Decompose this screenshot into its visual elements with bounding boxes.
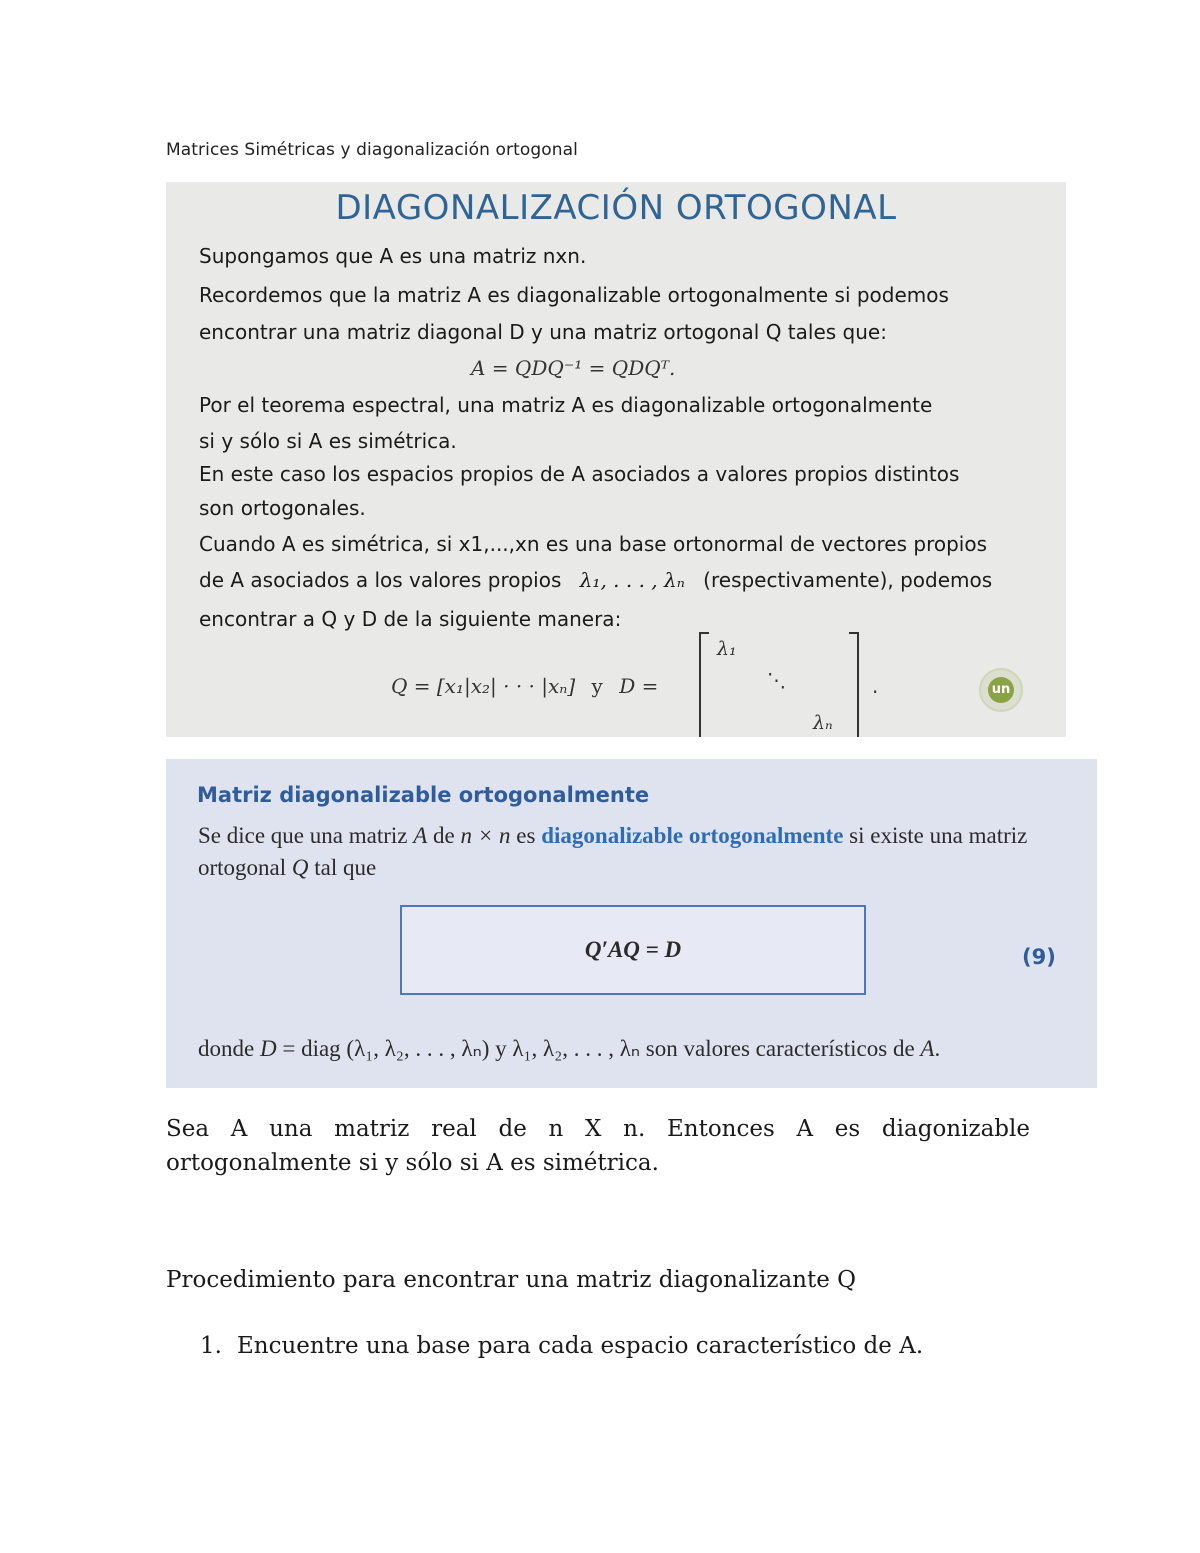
slide2-footer	[198, 1036, 940, 1062]
slide1-line-eigenvalues	[199, 568, 992, 592]
matrix-lambda1: λ₁	[717, 638, 737, 660]
slide2-title: Matriz diagonalizable ortogonalmente	[197, 783, 650, 807]
document-title: Matrices Simétricas y diagonalización ortogonal	[166, 140, 578, 160]
slide1-equation: A = QDQ⁻¹ = QDQᵀ.	[471, 356, 676, 380]
equation: Q′AQ = D	[584, 937, 682, 962]
matrix-dots: ⋱	[767, 670, 786, 692]
slide1-line: Cuando A es simétrica, si x1,...,xn es una base ortonormal de vectores propios	[199, 532, 987, 556]
eigen-prefix: de A asociados a los valores propios	[199, 568, 562, 592]
matrix-left-bracket	[699, 632, 709, 737]
list-item	[200, 1333, 923, 1359]
eigen-suffix: (respectivamente), podemos	[703, 568, 993, 592]
slide2-line2	[198, 855, 376, 881]
q-definition: Q = [x₁|x₂| · · · |xₙ]	[391, 674, 576, 698]
s2-text: donde	[198, 1036, 260, 1061]
s2-nxn: n × n	[460, 823, 511, 848]
theorem-paragraph: Sea A una matriz real de n X n. Entonces A es diagonizable ortogonalmente si y sólo si A es simétrica.	[166, 1116, 1030, 1176]
s2-text: = diag (λ₁, λ₂, . . . , λₙ) y λ₁, λ₂, . . . , λₙ son valores característicos de	[276, 1036, 921, 1061]
matrix-period: .	[872, 674, 879, 698]
equation-box	[400, 905, 866, 995]
q-d-definition	[391, 674, 658, 698]
slide2-line1	[198, 823, 1027, 849]
slide1-line: si y sólo si A es simétrica.	[199, 429, 457, 453]
slide1-title: DIAGONALIZACIÓN ORTOGONAL	[335, 188, 897, 228]
s2-var-q: Q	[291, 855, 309, 880]
list-item-number: 1.	[200, 1333, 222, 1359]
slide1-line: En este caso los espacios propios de A asociados a valores propios distintos	[199, 462, 960, 486]
slide1-line: son ortogonales.	[199, 496, 366, 520]
matrix-lambdan: λₙ	[813, 712, 833, 734]
s2-text: ortogonal	[198, 855, 292, 880]
procedure-title: Procedimiento para encontrar una matriz diagonalizante Q	[166, 1267, 857, 1293]
s2-highlight: diagonalizable ortogonalmente	[541, 823, 844, 848]
matrix-right-bracket	[849, 632, 859, 737]
slide1-line: encontrar una matriz diagonal D y una matriz ortogonal Q tales que:	[199, 320, 887, 344]
slide1-line: Por el teorema espectral, una matriz A es diagonalizable ortogonalmente	[199, 393, 933, 417]
s2-text: tal que	[308, 855, 377, 880]
s2-var-a: A	[920, 1036, 935, 1061]
s2-text: si existe una matriz	[843, 823, 1028, 848]
slide1-line: encontrar a Q y D de la siguiente manera:	[199, 607, 622, 631]
diagonal-matrix-d	[699, 632, 859, 737]
y-word: y	[591, 674, 603, 698]
university-logo-icon	[979, 668, 1023, 712]
equation-number: (9)	[1022, 945, 1056, 969]
d-label: D =	[619, 674, 659, 698]
s2-text: es	[510, 823, 542, 848]
s2-text: Se dice que una matriz	[198, 823, 414, 848]
slide-matriz-diagonalizable	[166, 759, 1097, 1088]
list-item-text: Encuentre una base para cada espacio característico de A.	[237, 1333, 924, 1359]
s2-var-a: A	[413, 823, 428, 848]
s2-var-d: D	[259, 1036, 277, 1061]
slide-diagonalizacion-ortogonal	[166, 182, 1066, 737]
logo-text: un	[988, 677, 1014, 703]
slide1-line: Recordemos que la matriz A es diagonalizable ortogonalmente si podemos	[199, 283, 949, 307]
s2-text: de	[427, 823, 461, 848]
s2-text: .	[934, 1036, 941, 1061]
eigen-math: λ₁, . . . , λₙ	[579, 568, 685, 592]
slide1-line: Supongamos que A es una matriz nxn.	[199, 244, 587, 268]
